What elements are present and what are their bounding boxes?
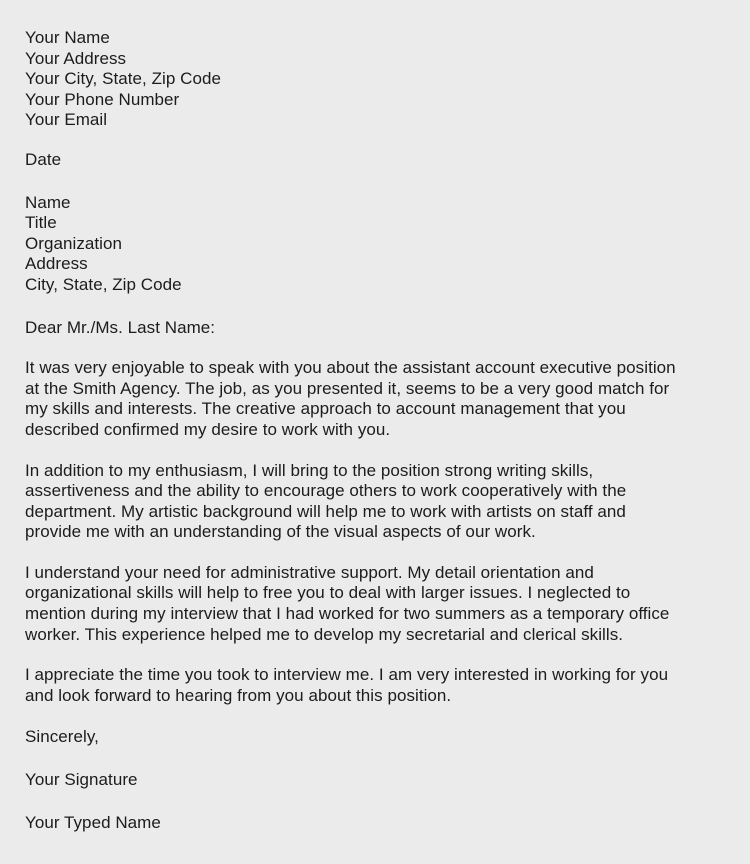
signature: Your Signature [25, 770, 138, 790]
paragraph-line: I appreciate the time you took to interview me. I am very interested in working for you [25, 665, 669, 685]
paragraph-line: worker. This experience helped me to develop my secretarial and clerical skills. [25, 624, 624, 644]
salutation-block [25, 318, 730, 339]
paragraph-2 [25, 461, 730, 543]
sender-name: Your Name [25, 28, 110, 47]
sender-phone: Your Phone Number [25, 89, 180, 109]
closing-block [25, 727, 730, 748]
paragraph-line: assertiveness and the ability to encourage others to work cooperatively with the [25, 481, 627, 501]
paragraph-line: at the Smith Agency. The job, as you presented it, seems to be a very good match for [25, 378, 670, 398]
recipient-address: Address [25, 254, 88, 274]
paragraph-line: and look forward to hearing from you about this position. [25, 685, 452, 705]
date-line [25, 150, 730, 171]
paragraph-line: organizational skills will help to free you to deal with larger issues. I neglected to [25, 583, 631, 603]
paragraph-line: described confirmed my desire to work with you. [25, 419, 391, 439]
sender-block [25, 28, 730, 131]
paragraph-3 [25, 563, 730, 645]
paragraph-4 [25, 665, 730, 706]
recipient-organization: Organization [25, 233, 122, 253]
recipient-name: Name [25, 192, 71, 212]
paragraph-line: department. My artistic background will help me to work with artists on staff and [25, 501, 626, 521]
sender-email: Your Email [25, 110, 108, 130]
paragraph-line: provide me with an understanding of the visual aspects of our work. [25, 522, 536, 542]
typed-name-block [25, 813, 730, 834]
signature-block [25, 770, 730, 791]
paragraph-line: It was very enjoyable to speak with you about the assistant account executive position [25, 358, 676, 378]
recipient-city-state-zip: City, State, Zip Code [25, 274, 182, 294]
salutation: Dear Mr./Ms. Last Name: [25, 317, 216, 337]
paragraph-line: mention during my interview that I had worked for two summers as a temporary office [25, 604, 670, 624]
paragraph-line: my skills and interests. The creative approach to account management that you [25, 399, 626, 419]
paragraph-line: I understand your need for administrative support. My detail orientation and [25, 562, 594, 582]
letter-date: Date [25, 149, 62, 169]
recipient-block [25, 193, 730, 296]
sender-city-state-zip: Your City, State, Zip Code [25, 69, 221, 89]
closing: Sincerely, [25, 727, 99, 747]
sender-address: Your Address [25, 48, 127, 68]
paragraph-1 [25, 358, 730, 440]
typed-name: Your Typed Name [25, 812, 161, 832]
recipient-title: Title [25, 213, 57, 233]
paragraph-line: In addition to my enthusiasm, I will bring to the position strong writing skills, [25, 460, 594, 480]
